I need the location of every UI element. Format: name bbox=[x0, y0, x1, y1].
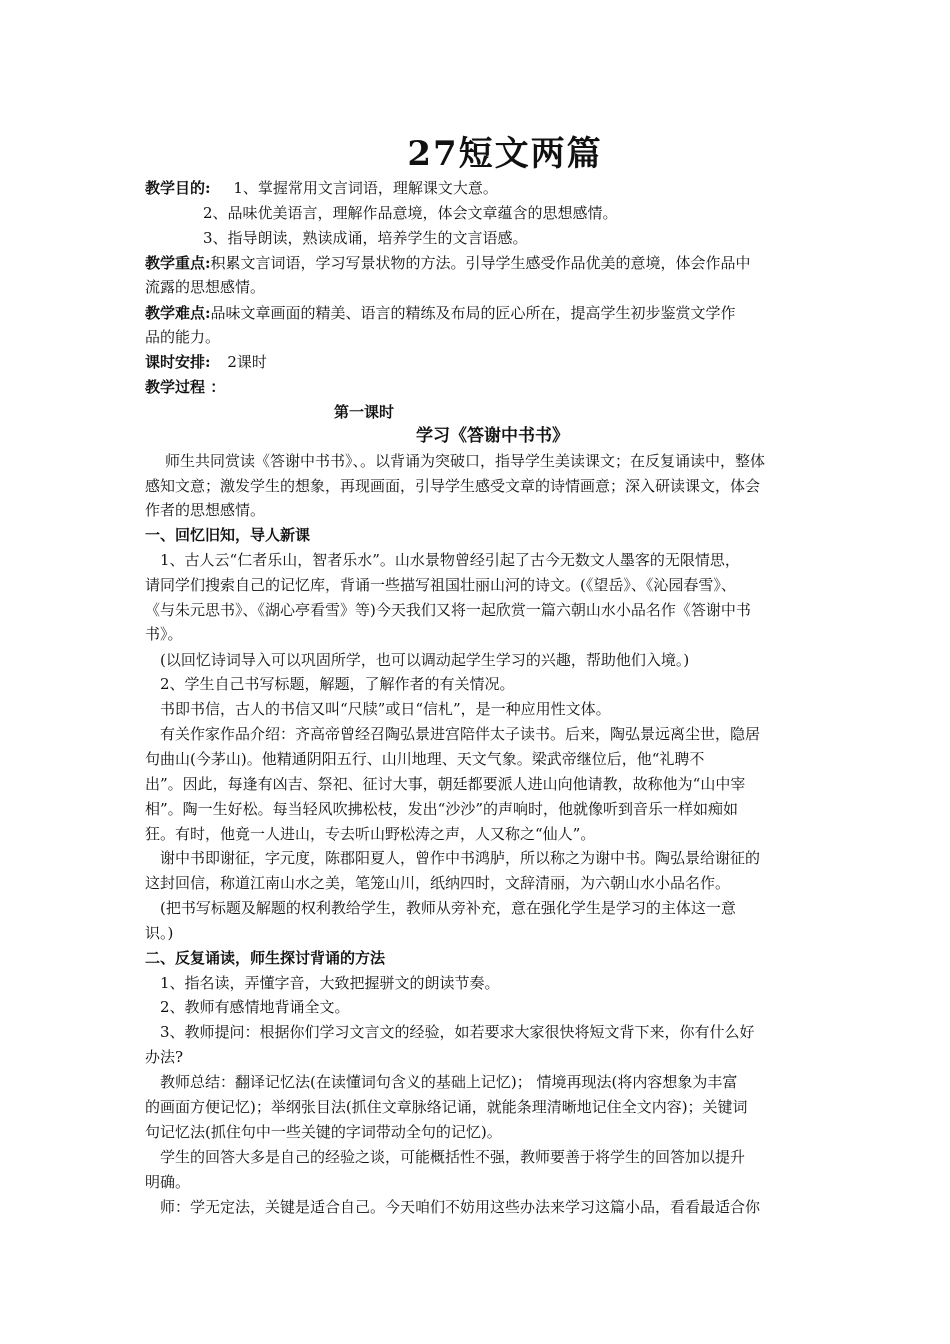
s1-note-2-line-2: 识。) bbox=[145, 924, 174, 942]
s1-para4-line-3: 出”。因此，每逢有凶吉、祭祀、征讨大事，朝廷都要派人进山向他请教，故称他为“山中宰 bbox=[145, 775, 746, 793]
s1-para2: 2、学生自己书写标题，解题，了解作者的有关情况。 bbox=[160, 675, 515, 693]
s2-para6: 师：学无定法，关键是适合自己。今天咱们不妨用这些办法来学习这篇小品，看看最适合你 bbox=[160, 1198, 761, 1216]
lesson-heading: 第一课时 bbox=[334, 403, 395, 421]
goal-2: 2、品味优美语言，理解作品意境，体会文章蕴含的思想感情。 bbox=[203, 204, 618, 222]
s2-para4-line-1: 教师总结：翻译记忆法(在读懂词句含义的基础上记忆)； 情境再现法(将内容想象为丰富 bbox=[160, 1073, 738, 1091]
s2-para3-line-1: 3、教师提问：根据你们学习文言文的经验，如若要求大家很快将短文背下来，你有什么好 bbox=[160, 1023, 755, 1041]
goals-line-1 bbox=[145, 176, 810, 200]
key-points-line-1 bbox=[145, 251, 810, 275]
s2-para1: 1、指名读，弄懂字音，大致把握骈文的朗读节奏。 bbox=[160, 974, 500, 992]
goal-1: 1、掌握常用文言词语，理解课文大意。 bbox=[233, 179, 498, 197]
s1-para1-line-3: 《与朱元思书》、《湖心亭看雪》等)今天我们又将一起欣赏一篇六朝山水小品名作《答谢中书 bbox=[145, 601, 751, 619]
intro-line-1: 师生共同赏读《答谢中书书》、。以背诵为突破口，指导学生美读课文；在反复诵读中，整体 bbox=[165, 452, 766, 470]
s2-para5-line-1: 学生的回答大多是自己的经验之谈，可能概括性不强，教师要善于将学生的回答加以提升 bbox=[160, 1148, 746, 1166]
key-points-line-2: 流露的思想感情。 bbox=[145, 278, 266, 296]
intro-line-2: 感知文意；激发学生的想象，再现画面，引导学生感受文章的诗情画意；深入研读课文，体会 bbox=[145, 477, 761, 495]
s1-para4-line-4: 相”。陶一生好松。每当轻风吹拂松枝，发出“沙沙”的声响时，他就像听到音乐一样如痴如 bbox=[145, 800, 739, 818]
s1-para1-line-1: 1、古人云“仁者乐山，智者乐水”。山水景物曾经引起了古今无数文人墨客的无限情思， bbox=[160, 551, 740, 569]
s1-note-1: (以回忆诗词导入可以巩固所学，也可以调动起学生学习的兴趣，帮助他们入境。) bbox=[160, 651, 690, 669]
hours-line bbox=[145, 350, 810, 374]
s1-para4-line-2: 句曲山(今茅山)。他精通阴阳五行、山川地理、天文气象。梁武帝继位后，他“礼聘不 bbox=[145, 750, 705, 768]
key-points-text: 积累文言词语，学习写景状物的方法。引导学生感受作品优美的意境，体会作品中 bbox=[210, 254, 751, 272]
s2-para3-line-2: 办法? bbox=[145, 1048, 184, 1066]
s1-para5-line-2: 这封回信，称道江南山水之美，笔笼山川，纸纳四时，文辞清丽，为六朝山水小品名作。 bbox=[145, 874, 731, 892]
goal-3: 3、指导朗读，熟读成诵，培养学生的文言语感。 bbox=[203, 229, 528, 247]
lesson-title: 学习《答谢中书书》 bbox=[416, 426, 569, 446]
s1-para1-line-4: 书》。 bbox=[145, 625, 183, 643]
s1-para3: 书即书信，古人的书信又叫“尺牍”或日“信札”，是一种应用性文体。 bbox=[160, 700, 611, 718]
s2-para2: 2、教师有感情地背诵全文。 bbox=[160, 998, 350, 1016]
s2-para4-line-3: 句记忆法(抓住句中一些关键的字词带动全句的记忆)。 bbox=[145, 1123, 502, 1141]
s1-para5-line-1: 谢中书即谢征，字元度，陈郡阳夏人，曾作中书鸿胪，所以称之为谢中书。陶弘景给谢征的 bbox=[160, 849, 761, 867]
s1-para1-line-2: 请同学们搜索自己的记忆库，背诵一些描写祖国壮丽山河的诗文。(《望岳》、《沁园春雪》、 bbox=[145, 576, 736, 594]
key-points-label: 教学重点: bbox=[145, 254, 211, 272]
section-1-heading: 一、回忆旧知，导人新课 bbox=[145, 526, 311, 544]
process-label: 教学过程 ： bbox=[145, 378, 226, 396]
hours-label: 课时安排: bbox=[145, 353, 211, 371]
s1-note-2-line-1: (把书写标题及解题的权利教给学生，教师从旁补充，意在强化学生是学习的主体这一意 bbox=[160, 899, 736, 917]
difficulties-label: 教学难点: bbox=[145, 304, 211, 322]
document-title: 27短文两篇 bbox=[407, 134, 603, 174]
difficulties-line-2: 品的能力。 bbox=[145, 328, 221, 346]
goals-label: 教学目的: bbox=[145, 179, 211, 197]
hours-value: 2课时 bbox=[227, 353, 267, 371]
section-2-heading: 二、反复诵读，师生探讨背诵的方法 bbox=[145, 949, 386, 967]
s2-para4-line-2: 的画面方便记忆)；举纲张目法(抓住文章脉络记诵，就能条理清晰地记住全文内容)；关键词 bbox=[145, 1098, 748, 1116]
s1-para4-line-1: 有关作家作品介绍：齐高帝曾经召陶弘景进宫陪伴太子读书。后来，陶弘景远离尘世，隐居 bbox=[160, 725, 761, 743]
difficulties-text: 品味文章画面的精美、语言的精练及布局的匠心所在，提高学生初步鉴赏文学作 bbox=[210, 304, 736, 322]
s2-para5-line-2: 明确。 bbox=[145, 1173, 191, 1191]
difficulties-line-1 bbox=[145, 301, 810, 325]
intro-line-3: 作者的思想感情。 bbox=[145, 501, 266, 519]
s1-para4-line-5: 狂。有时，他竟一人进山，专去听山野松涛之声，人又称之“仙人”。 bbox=[145, 825, 596, 843]
